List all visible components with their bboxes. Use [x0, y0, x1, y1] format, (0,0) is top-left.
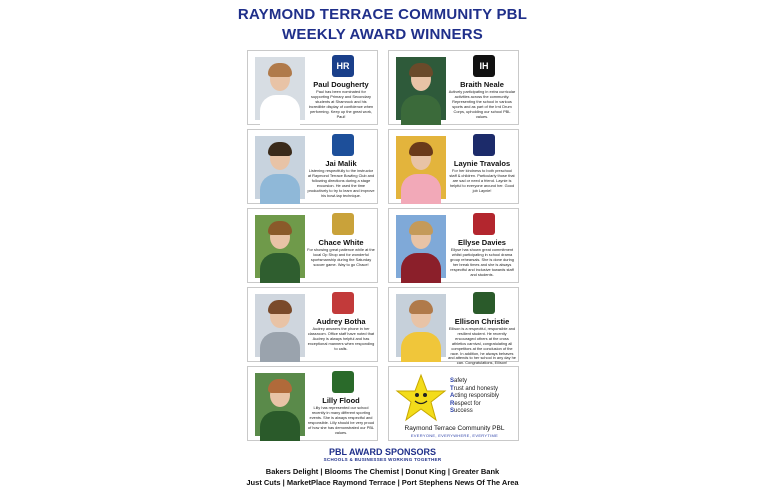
pbl-value-item: Respect for: [450, 400, 481, 407]
winner-description: Audrey answers the phone in her classroom. Office staff have noted that Audrey is always helpful and has exceptional manners when responding to calls.: [307, 326, 375, 351]
winner-description: Paul has been nominated for supporting Primary and Secondary students at Shamrock and his incredible display of confidence when performing. Keep up the great work, Paul!: [308, 89, 374, 119]
student-photo: [255, 373, 305, 436]
award-card-laynie-travalos: [388, 129, 519, 204]
winner-description: Lilly has represented our school recently in many different sporting events. She is always respectful and responsible. Lilly should be very proud of how she has demonstrated our PBL values.: [307, 405, 375, 435]
school-crest-icon: HR: [332, 55, 354, 77]
pbl-values-list: [450, 378, 499, 416]
winner-name: Ellyse Davies: [458, 238, 506, 247]
winner-name: Braith Neale: [460, 80, 504, 89]
sponsors-title: PBL AWARD SPONSORS: [328, 447, 436, 457]
school-crest-icon: [473, 292, 495, 314]
school-crest-icon: IH: [473, 55, 495, 77]
student-photo: [396, 136, 446, 199]
award-card-braith-neale: [388, 50, 519, 125]
winner-name: Ellison Christie: [454, 317, 510, 326]
award-card-ellison-christie: [388, 287, 519, 366]
award-card-audrey-botha: [247, 287, 378, 362]
award-card-lilly-flood: [247, 366, 378, 441]
school-crest-icon: [332, 371, 354, 393]
pbl-value-item: Safety: [450, 378, 468, 384]
school-crest-icon: [332, 292, 354, 314]
pbl-organisation-name: Raymond Terrace Community PBL: [404, 425, 505, 432]
sponsors-list-line1: Bakers Delight | Blooms The Chemist | Donut King | Greater Bank: [265, 467, 500, 476]
student-photo: [255, 215, 305, 278]
school-crest-icon: [332, 134, 354, 156]
school-crest-icon: [332, 213, 354, 235]
winner-name: Jai Malik: [325, 159, 357, 168]
winner-description: For showing great patience while at the local Op Shop and for wonderful sportsmanship during the Saturday soccer game. Way to go Chace!: [307, 247, 375, 267]
winner-description: For her kindness to both preschool staff & children. Particularly those that are sad or need a friend. Laynie is helpful to everyone around her. Good job Laynie!: [449, 168, 515, 193]
student-photo: [396, 294, 446, 357]
page-title-line2: WEEKLY AWARD WINNERS: [282, 26, 483, 43]
award-card-ellyse-davies: [388, 208, 519, 283]
winner-description: Ellyse has shown great commitment whilst participating in school drama group rehearsals. She is done during her break times and she is always respectful and inclusive towards staff and students.: [450, 247, 514, 277]
pbl-star-mascot-icon: [395, 373, 447, 423]
page-title-line1: RAYMOND TERRACE COMMUNITY PBL: [237, 6, 528, 23]
winner-description: Listening respectfully to the instructor at Raymond Terrace Bowling Club and following directions during a stage excursion. He used the time productively to try to learn and improve his bowl-tap technique.: [307, 168, 375, 198]
winner-name: Laynie Travalos: [453, 159, 511, 168]
pbl-values-card: [388, 366, 519, 441]
sponsors-list-line2: Just Cuts | MarketPlace Raymond Terrace | Port Stephens News Of The Area: [246, 478, 519, 487]
student-photo: [396, 215, 446, 278]
pbl-value-item: Success: [450, 408, 473, 414]
school-crest-icon: [473, 134, 495, 156]
winner-name: Audrey Botha: [316, 317, 366, 326]
student-photo: [255, 294, 305, 357]
sponsors-subtitle: SCHOOLS & BUSINESSES WORKING TOGETHER: [323, 457, 442, 462]
pbl-value-item: Acting responsibly: [450, 393, 500, 399]
school-crest-icon: [473, 213, 495, 235]
award-card-jai-malik: [247, 129, 378, 204]
winner-description: Ellison is a respectful, responsible and resilient student. He recently encouraged others at the cross athletics carnival, congratulating all competitors at the conclusion of the race. In addition, he always behaves and attends to her school in any day he can. Congratulations, Ellison!: [448, 326, 516, 366]
award-card-paul-dougherty: [247, 50, 378, 125]
award-card-chace-white: [247, 208, 378, 283]
student-photo: [255, 57, 305, 120]
winner-name: Paul Dougherty: [313, 80, 369, 89]
student-photo: [255, 136, 305, 199]
winner-name: Lilly Flood: [322, 396, 360, 405]
winner-description: Actively participating in extra curricular activities across the community. Representing the school in various sports and as part of the Irrd Drum Corps, upholding our school PBL values.: [448, 89, 516, 119]
pbl-tagline: EVERYONE, EVERYWHERE, EVERYTIME: [410, 433, 499, 438]
student-photo: [396, 57, 446, 120]
winner-name: Chace White: [318, 238, 364, 247]
pbl-value-item: Trust and honesty: [450, 385, 499, 392]
